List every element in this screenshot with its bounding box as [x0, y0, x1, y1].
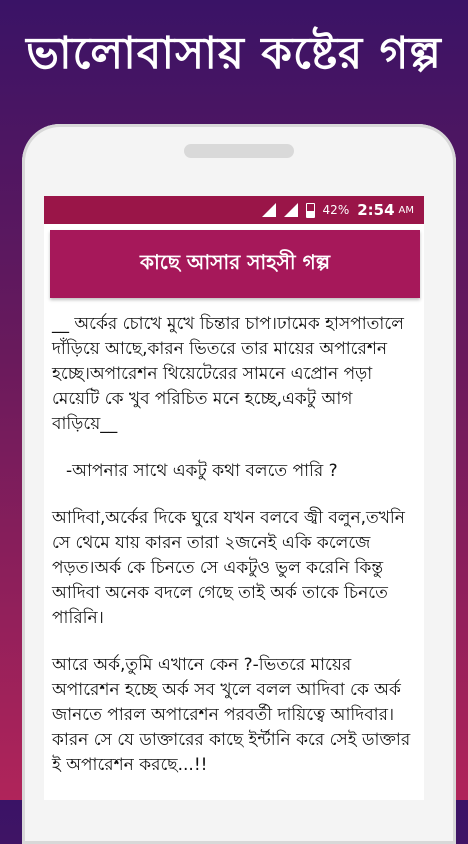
wifi-icon — [262, 203, 276, 217]
story-content[interactable] — [52, 312, 418, 800]
battery-percent: 42% — [322, 203, 350, 217]
story-paragraph: __ অর্কের চোখে মুখে চিন্তার চাপ।ঢামেক হাসপাতালে দাঁড়িয়ে আছে,কারন ভিতরে তার মায়ের অপারেশন হচ্ছে।অপারেশন থিয়েটেরের সামনে এপ্রোন পড়া মেয়েটি কে খুব পরিচিত মনে হচ্ছে,একটু আগ বাড়িয়ে__ — [52, 314, 404, 434]
signal-icon — [284, 203, 298, 217]
status-bar — [44, 196, 424, 224]
phone-screen — [44, 196, 424, 800]
story-paragraph: -আপনার সাথে একটু কথা বলতে পারি ? — [66, 461, 338, 481]
app-banner-title: ভালোবাসায় কষ্টের গল্প — [26, 27, 442, 79]
clock-ampm: AM — [398, 204, 414, 216]
story-paragraph: আদিবা,অর্কের দিকে ঘুরে যখন বলবে জ্বী বলুন,তখনি সে থেমে যায় কারন তারা ২জনেই একি কলেজে পড়ত।অর্ক কে চিনতে সে একটুও ভুল করেনি কিন্তু আদিবা অনেক বদলে গেছে তাই অর্ক তাকে চিনতে পারিনি। — [52, 508, 405, 628]
story-title-bar — [50, 230, 420, 298]
phone-earpiece — [184, 144, 294, 158]
battery-icon — [306, 203, 315, 218]
clock-time: 2:54 — [357, 201, 395, 219]
story-paragraph: আরে অর্ক,তুমি এখানে কেন ?-ভিতরে মায়ের অপারেশন হচ্ছে অর্ক সব খুলে বলল আদিবা কে অর্ক জানতে পারল অপারেশন পরবর্তী দায়িত্বে আদিবার। কারন সে যে ডাক্তারের কাছে ইর্ন্টানি করে সেই ডাক্তার ই অপারেশন করছে...!! — [52, 655, 411, 775]
story-title: কাছে আসার সাহসী গল্প — [139, 249, 331, 274]
